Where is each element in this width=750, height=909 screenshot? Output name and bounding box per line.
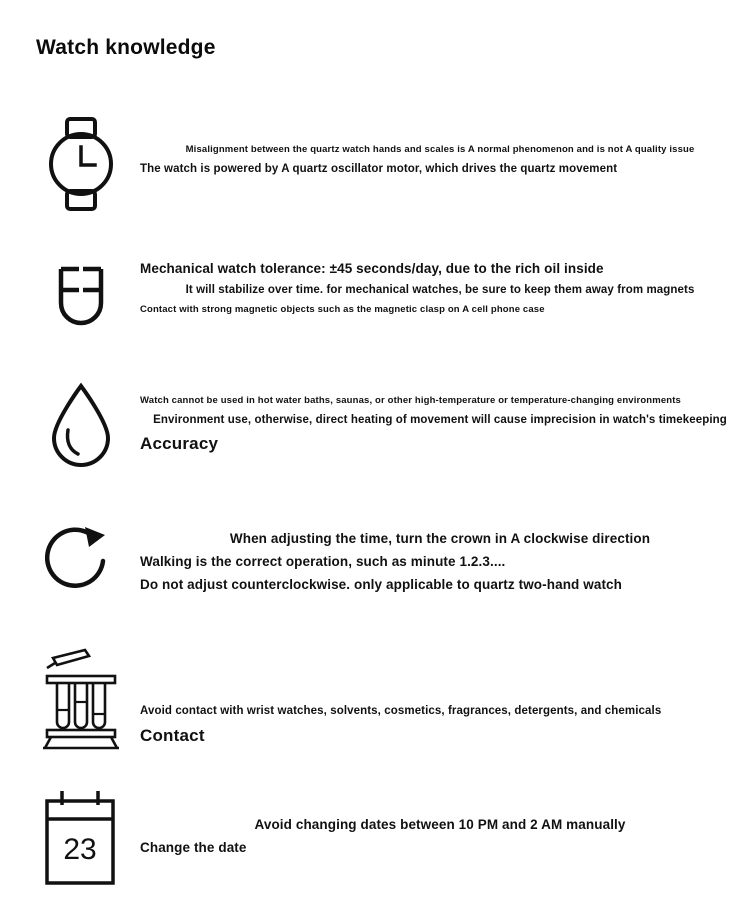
calendar-day: 23 [63, 833, 97, 866]
section-heading: Accuracy [140, 434, 219, 454]
clockwise-arrow-icon [36, 520, 126, 600]
section-water-text [140, 395, 740, 461]
section-magnet [0, 250, 750, 370]
section-heading: Contact [140, 725, 205, 745]
text-line: Avoid changing dates between 10 PM and 2 AM manually [254, 817, 626, 832]
page-title: Watch knowledge [36, 36, 216, 59]
text-line: Misalignment between the quartz watch hands and scales is A normal phenomenon and is not A quality issue [185, 144, 695, 155]
test-tube-rack-icon [36, 644, 126, 754]
text-line: It will stabilize over time. for mechanical watches, be sure to keep them away from magnets [185, 284, 695, 297]
text-line: Mechanical watch tolerance: ±45 seconds/day, due to the rich oil inside [140, 261, 604, 276]
text-line: Walking is the correct operation, such as minute 1.2.3.... [140, 554, 506, 570]
watch-icon [36, 116, 126, 212]
section-quartz-text [140, 144, 740, 182]
section-crown-text [140, 530, 740, 600]
section-quartz [0, 110, 750, 235]
text-line: Contact with strong magnetic objects such as the magnetic clasp on A cell phone case [140, 303, 545, 315]
magnet-icon [36, 256, 126, 338]
section-date [0, 780, 750, 900]
section-crown [0, 510, 750, 625]
text-line: When adjusting the time, turn the crown in A clockwise direction [229, 531, 651, 546]
text-line: The watch is powered by A quartz oscillator motor, which drives the quartz movement [140, 162, 618, 175]
section-chemical [0, 640, 750, 765]
text-line: Avoid contact with wrist watches, solvents, cosmetics, fragrances, detergents, and chemicals [140, 705, 662, 717]
water-drop-icon [36, 381, 126, 471]
section-water [0, 375, 750, 490]
calendar-icon [36, 786, 126, 896]
text-line: Watch cannot be used in hot water baths, saunas, or other high-temperature or temperature-changing environments [140, 395, 681, 406]
section-chemical-text [140, 704, 740, 752]
text-line: Change the date [140, 840, 247, 856]
text-line: Environment use, otherwise, direct heating of movement will cause imprecision in watch's timekeeping [153, 413, 727, 426]
section-magnet-text [140, 260, 740, 322]
section-date-text [140, 816, 740, 862]
text-line: Do not adjust counterclockwise. only applicable to quartz two-hand watch [140, 577, 622, 593]
